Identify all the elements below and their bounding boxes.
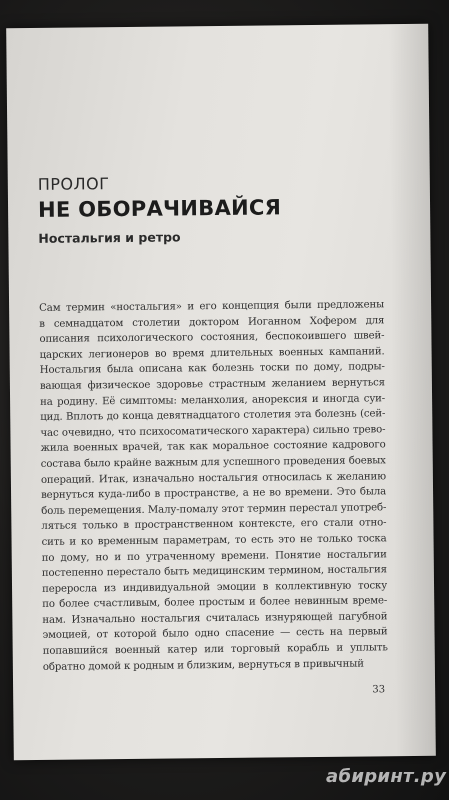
spine-shadow bbox=[388, 24, 436, 756]
body-line: царских легионеров во время длительных военных кампаний. bbox=[39, 346, 385, 361]
body-line: ляться только в пространственном контексте, его стали отно- bbox=[41, 517, 387, 533]
page-number: 33 bbox=[372, 684, 386, 696]
body-line: сить и ко временным параметрам, то есть это не только тоска bbox=[41, 533, 387, 548]
body-line: на родину. Её симптомы: меланхолия, анорексия и иногда суи- bbox=[40, 392, 386, 408]
body-line: попавшийся военный катер или торговый корабль и уплыть bbox=[42, 642, 388, 657]
body-line: час очевидно, что психосоматического характера) сильно трево- bbox=[40, 424, 386, 439]
body-line: в семнадцатом столетии доктором Иоганном Хофером для bbox=[39, 314, 385, 330]
body-line: Сам термин «ностальгия» и его концепция были предложены bbox=[39, 299, 385, 314]
body-line: переросла из индивидуальной эмоции в коллективную тоску bbox=[41, 579, 388, 595]
chapter-title: НЕ ОБОРАЧИВАЙСЯ bbox=[37, 195, 282, 222]
book-page bbox=[6, 24, 436, 760]
body-line: Ностальгия была описана как болезнь тоски по дому, подры- bbox=[39, 361, 385, 377]
body-line: боль перемещения. Малу-помалу этот термин перестал употреб- bbox=[41, 501, 387, 517]
body-line: цид. Вплоть до конца девятнадцатого столетия эта болезнь (сей- bbox=[40, 408, 386, 424]
body-line: описания психологического состояния, беспокоившего швей- bbox=[39, 330, 385, 346]
body-line: по более счастливым, более простым и более невинным време- bbox=[42, 595, 388, 611]
body-line: по дому, но и по утраченному времени. Понятие ностальгии bbox=[41, 548, 387, 564]
chapter-kicker: ПРОЛОГ bbox=[37, 174, 110, 194]
body-line: обратно домой к родным и близким, вернуться в привычный bbox=[42, 658, 364, 673]
body-line: состава было крайне важным для успешного проведения боевых bbox=[40, 455, 386, 470]
body-line: эмоцией, от которой было одно спасение — сесть на первый bbox=[42, 626, 388, 642]
watermark-logo-text: абиринт.ру bbox=[326, 766, 447, 787]
chapter-subtitle: Ностальгия и ретро bbox=[38, 229, 181, 246]
body-line: постепенно перестало быть медицинским термином, ностальгия bbox=[41, 564, 387, 579]
body-line: нам. Изначально ностальгия считалась изнуряющей пагубной bbox=[42, 611, 388, 626]
body-text bbox=[39, 297, 388, 675]
body-line: вающая физическое здоровье страстным желанием вернуться bbox=[39, 377, 385, 392]
body-line: жила военных врачей, так как моральное состояние кадрового bbox=[40, 439, 386, 455]
body-line: операций. Итак, изначально ностальгия относилась к желанию bbox=[40, 470, 386, 486]
body-line: вернуться куда-либо в пространстве, а не во времени. Это была bbox=[41, 486, 387, 502]
